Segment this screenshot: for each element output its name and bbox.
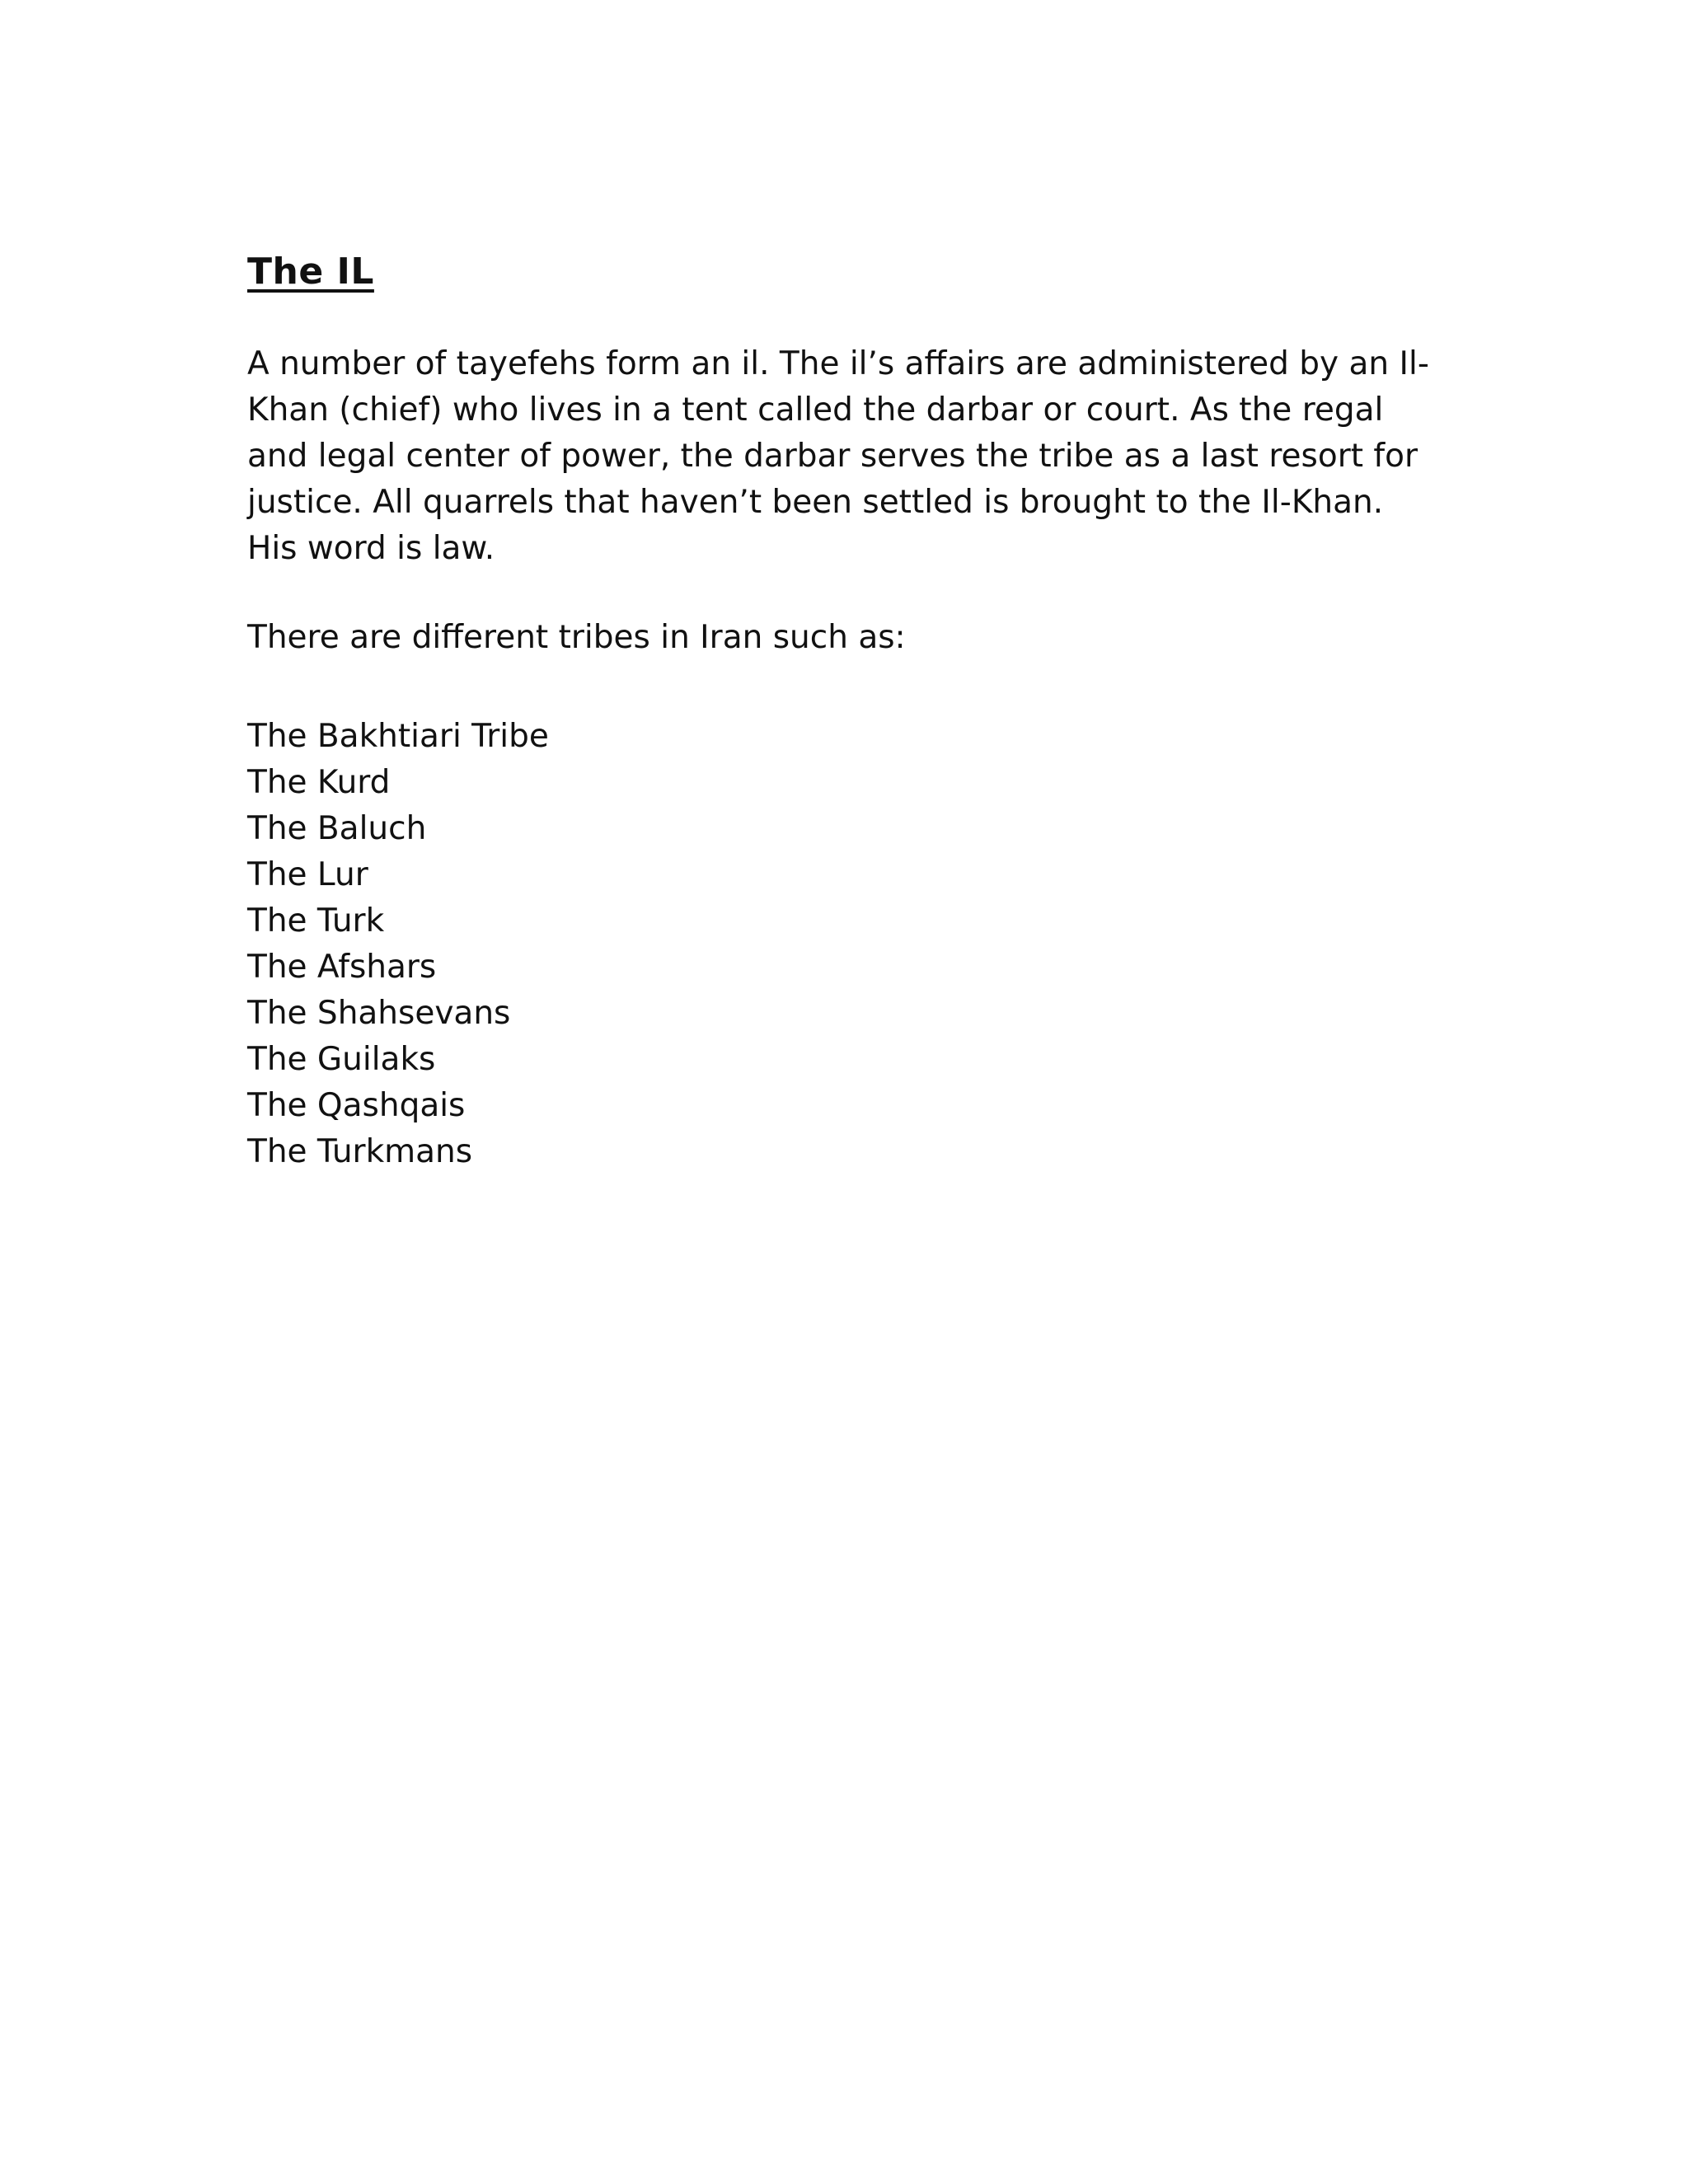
- document-body: [247, 246, 1442, 1175]
- tribe-list: [247, 714, 1442, 1175]
- list-item: The Bakhtiari Tribe: [247, 718, 549, 755]
- list-item: The Baluch: [247, 810, 427, 847]
- list-item: The Guilaks: [247, 1041, 436, 1078]
- tribes-intro-paragraph: There are different tribes in Iran such as:: [247, 619, 906, 656]
- intro-paragraph: A number of tayefehs form an il. The il’s affairs are administered by an Il-Khan (chief) who lives in a tent called the darbar or court. As the regal and legal center of power, the darbar serves the tribe as a last resort for justice. All quarrels that haven’t been settled is brought to the Il-Khan. His word is law.: [247, 345, 1429, 567]
- list-item: The Turk: [247, 902, 385, 940]
- page-title: The IL: [247, 251, 374, 293]
- list-item: The Qashqais: [247, 1087, 466, 1124]
- list-item: The Shahsevans: [247, 995, 511, 1032]
- list-item: The Lur: [247, 856, 368, 893]
- list-item: The Turkmans: [247, 1133, 473, 1170]
- list-item: The Kurd: [247, 764, 391, 801]
- list-item: The Afshars: [247, 949, 437, 986]
